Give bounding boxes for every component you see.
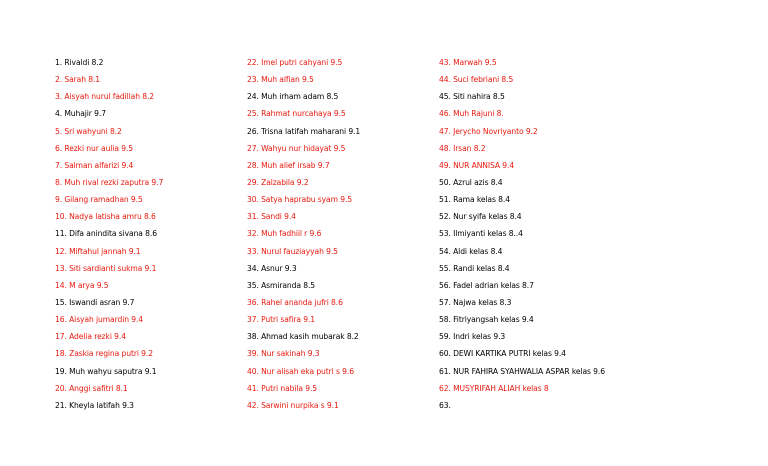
list-item: 45. Siti nahira 8.5 [439, 92, 505, 102]
list-item: 58. Fitriyangsah kelas 9.4 [439, 315, 534, 325]
list-item: 20. Anggi safitri 8.1 [55, 383, 128, 393]
list-item: 2. Sarah 8.1 [55, 75, 101, 85]
list-item: 55. Randi kelas 8.4 [439, 263, 510, 273]
list-column-1 [55, 54, 163, 414]
list-item: 40. Nur alisah eka putri s 9.6 [247, 366, 354, 376]
list-item: 14. M arya 9.5 [55, 280, 109, 290]
list-item: 29. Zalzabila 9.2 [247, 177, 309, 187]
list-item: 18. Zaskia regina putri 9.2 [55, 349, 153, 359]
list-item: 1. Rivaldi 8.2 [55, 58, 104, 67]
list-column-3 [439, 54, 605, 414]
list-item: 47. Jerycho Novriyanto 9.2 [439, 126, 538, 136]
list-item: 22. Imel putri cahyani 9.5 [247, 58, 343, 67]
list-item: 39. Nur sakinah 9.3 [247, 349, 320, 359]
list-item: 6. Rezki nur aulia 9.5 [55, 143, 133, 153]
list-item: 30. Satya haprabu syam 9.5 [247, 195, 353, 205]
list-item: 60. DEWI KARTIKA PUTRI kelas 9.4 [439, 349, 566, 359]
list-item: 43. Marwah 9.5 [439, 58, 497, 67]
list-item: 15. Iswandi asran 9.7 [55, 297, 135, 307]
list-item: 37. Putri safira 9.1 [247, 315, 316, 325]
list-item: 51. Rama kelas 8.4 [439, 195, 510, 205]
list-item: 46. Muh Rajuni 8. [439, 109, 504, 119]
list-item: 49. NUR ANNISA 9.4 [439, 160, 515, 170]
list-column-2 [247, 54, 360, 414]
list-item: 27. Wahyu nur hidayat 9.5 [247, 143, 346, 153]
list-item: 12. Miftahul jannah 9.1 [55, 246, 141, 256]
list-item: 52. Nur syifa kelas 8.4 [439, 212, 522, 222]
list-item: 53. Ilmiyanti kelas 8..4 [439, 229, 523, 239]
list-item: 42. Sarwini nurpika s 9.1 [247, 400, 339, 410]
list-item: 16. Aisyah jumardin 9.4 [55, 315, 144, 325]
list-item: 26. Trisna latifah maharani 9.1 [247, 126, 361, 136]
list-item: 9. Gilang ramadhan 9.5 [55, 195, 143, 205]
list-item: 23. Muh alfian 9.5 [247, 75, 314, 85]
list-item: 24. Muh irham adam 8.5 [247, 92, 339, 102]
list-item: 11. Difa anindita sivana 8.6 [55, 229, 157, 239]
list-item: 10. Nadya latisha amru 8.6 [55, 212, 156, 222]
list-item: 31. Sandi 9.4 [247, 212, 296, 222]
list-item: 33. Nurul fauziayyah 9.5 [247, 246, 338, 256]
list-item: 28. Muh alief irsab 9.7 [247, 160, 330, 170]
list-item: 38. Ahmad kasih mubarak 8.2 [247, 332, 359, 342]
list-item: 4. Muhajir 9.7 [55, 109, 106, 119]
list-item: 19. Muh wahyu saputra 9.1 [55, 366, 157, 376]
list-item: 32. Muh fadhiil r 9.6 [247, 229, 322, 239]
list-item: 59. Indri kelas 9.3 [439, 332, 506, 342]
list-item: 54. Aldi kelas 8.4 [439, 246, 503, 256]
list-item: 62. MUSYRIFAH ALIAH kelas 8 [439, 383, 549, 393]
list-item: 17. Adelia rezki 9.4 [55, 332, 126, 342]
list-item: 36. Rahel ananda jufri 8.6 [247, 297, 343, 307]
list-item: 44. Suci febriani 8.5 [439, 75, 514, 85]
list-item: 50. Azrul azis 8.4 [439, 177, 503, 187]
list-item: 57. Najwa kelas 8.3 [439, 297, 512, 307]
list-item: 25. Rahmat nurcahaya 9.5 [247, 109, 346, 119]
list-item: 63. [439, 400, 451, 410]
list-item: 35. Asmiranda 8.5 [247, 280, 316, 290]
list-item: 61. NUR FAHIRA SYAHWALIA ASPAR kelas 9.6 [439, 366, 605, 376]
list-item: 34. Asnur 9.3 [247, 263, 297, 273]
list-item: 3. Aisyah nurul fadillah 8.2 [55, 92, 155, 102]
list-item: 7. Salman alfarizi 9.4 [55, 160, 134, 170]
list-item: 48. Irsan 8.2 [439, 143, 486, 153]
list-item: 21. Kheyla latifah 9.3 [55, 400, 134, 410]
list-item: 56. Fadel adrian kelas 8.7 [439, 280, 534, 290]
list-item: 8. Muh rival rezki zaputra 9.7 [55, 177, 164, 187]
list-item: 41. Putri nabila 9.5 [247, 383, 318, 393]
list-item: 5. Sri wahyuni 8.2 [55, 126, 122, 136]
list-item: 13. Siti sardianti sukma 9.1 [55, 263, 157, 273]
